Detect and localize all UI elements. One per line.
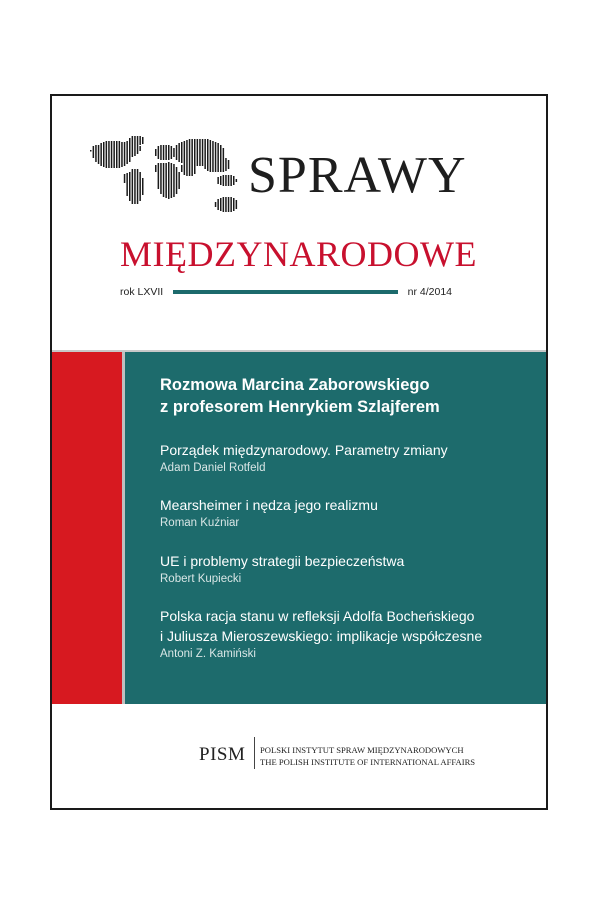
publisher-logo: PISM — [199, 744, 246, 765]
article-author: Antoni Z. Kamiński — [160, 648, 256, 660]
article-3 — [160, 551, 404, 587]
issue-info — [120, 285, 452, 299]
article-1 — [160, 440, 448, 476]
journal-cover — [50, 94, 548, 810]
publisher-name: POLSKI INSTYTUT SPRAW MIĘDZYNARODOWYCH THE POLISH INSTITUTE OF INTERNATIONAL AFFAIRS — [260, 745, 476, 767]
article-author: Adam Daniel Rotfeld — [160, 462, 266, 474]
article-title: Porządek międzynarodowy. Parametry zmiany — [160, 442, 448, 458]
logo-divider — [254, 737, 255, 769]
issue-number: nr 4/2014 — [407, 286, 452, 298]
world-map-icon — [88, 134, 248, 222]
article-title: UE i problemy strategii bezpieczeństwa — [160, 553, 405, 569]
article-title-cont: i Juliusza Mieroszewskiego: implikacje współczesne — [160, 628, 483, 644]
article-author: Robert Kupiecki — [160, 573, 242, 585]
article-title: Polska racja stanu w refleksji Adolfa Bocheńskiego — [160, 608, 475, 624]
divider-rule — [173, 290, 397, 294]
article-2 — [160, 495, 378, 531]
lead-article-title: Rozmowa Marcina Zaborowskiego z profesorem Henrykiem Szlajferem — [160, 376, 440, 416]
red-stripe — [52, 352, 122, 704]
year-label: rok LXVII — [120, 286, 164, 298]
article-title: Mearsheimer i nędza jego realizmu — [160, 497, 378, 513]
article-author: Roman Kuźniar — [160, 517, 240, 529]
journal-title: SPRAWY — [248, 147, 467, 204]
article-4 — [160, 606, 482, 662]
journal-subtitle: MIĘDZYNARODOWE — [120, 234, 477, 274]
